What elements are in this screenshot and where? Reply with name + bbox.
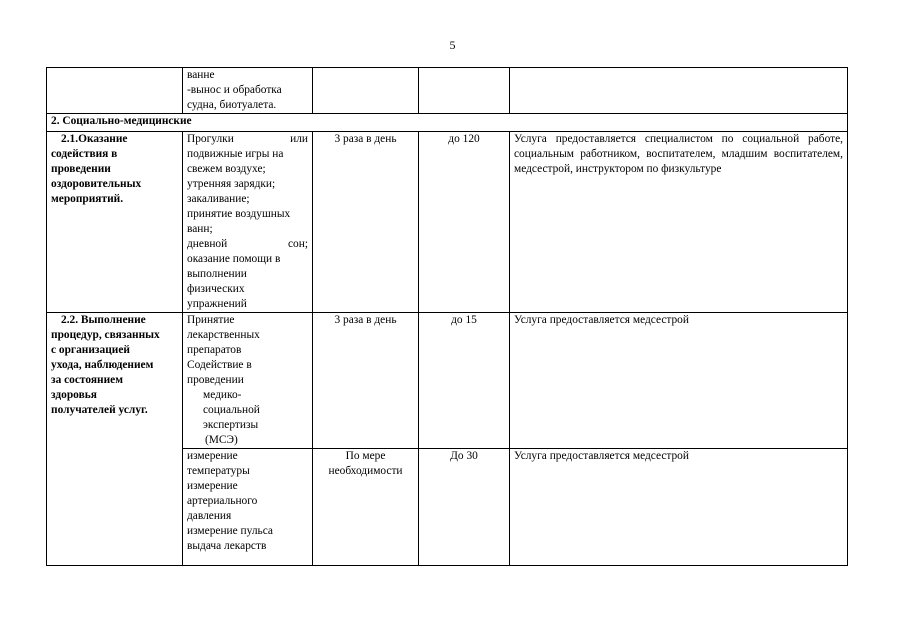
table-cell xyxy=(47,68,183,114)
text-line: проведении xyxy=(51,163,111,175)
volume-cell: до 120 xyxy=(419,132,510,313)
text-line: за состоянием xyxy=(51,374,123,386)
text-word: сон; xyxy=(287,238,308,250)
service-name-cell xyxy=(47,132,183,313)
text-line: температуры xyxy=(187,465,250,477)
provider-cell: Услуга предоставляется медсестрой xyxy=(510,449,848,566)
text-line: утренняя зарядки; xyxy=(187,178,276,190)
text-line: -вынос и обработка xyxy=(187,84,282,96)
text-line: давления xyxy=(187,510,232,522)
text-line xyxy=(187,237,308,252)
text-line: свежем воздухе; xyxy=(187,163,266,175)
text-line xyxy=(187,132,308,147)
text-line: с организацией xyxy=(51,344,130,356)
provider-cell: Услуга предоставляется медсестрой xyxy=(510,313,848,449)
text-line: социальной xyxy=(203,404,260,416)
text-line: экспертизы xyxy=(203,419,259,431)
service-content-cell xyxy=(183,313,313,449)
text-line: ванн; xyxy=(187,223,213,235)
text-line: ванне xyxy=(187,69,215,81)
section-title: 2. Социально-медицинские xyxy=(47,114,848,132)
service-content-cell xyxy=(183,68,313,114)
text-line: лекарственных xyxy=(187,329,260,341)
text-line: мероприятий. xyxy=(51,193,124,205)
text-line: измерение xyxy=(187,450,238,462)
text-line: получателей услуг. xyxy=(51,404,148,416)
text-line: препаратов xyxy=(187,344,242,356)
text-line: необходимости xyxy=(328,465,403,477)
service-content-cell xyxy=(183,132,313,313)
text-line: 2.1.Оказание xyxy=(61,133,128,145)
volume-cell: до 15 xyxy=(419,313,510,449)
page-number: 5 xyxy=(449,38,456,52)
table-row xyxy=(47,68,848,114)
text-line: закаливание; xyxy=(187,193,250,205)
table-cell xyxy=(510,68,848,114)
frequency-cell: 3 раза в день xyxy=(313,132,419,313)
text-line: Содействие в xyxy=(187,359,252,371)
text-word: или xyxy=(290,133,308,145)
text-line: артериального xyxy=(187,495,258,507)
text-line: подвижные игры на xyxy=(187,148,284,160)
text-line: принятие воздушных xyxy=(187,208,291,220)
text-line: Принятие xyxy=(187,314,235,326)
text-line: процедур, связанных xyxy=(51,329,160,341)
section-header-row xyxy=(47,114,848,132)
text-line: медико- xyxy=(203,389,242,401)
text-line: здоровья xyxy=(51,389,97,401)
text-line: измерение xyxy=(187,480,238,492)
table-cell xyxy=(313,68,419,114)
frequency-cell: 3 раза в день xyxy=(313,313,419,449)
text-word: дневной xyxy=(187,238,228,250)
text-line: упражнений xyxy=(187,298,247,310)
text-line: оздоровительных xyxy=(51,178,142,190)
service-content-cell xyxy=(183,449,313,566)
text-line: ухода, наблюдением xyxy=(51,359,154,371)
text-line: проведении xyxy=(187,374,244,386)
text-line: содействия в xyxy=(51,148,118,160)
text-line: оказание помощи в xyxy=(187,253,281,265)
text-line: (МСЭ) xyxy=(205,434,238,446)
service-name-cell xyxy=(47,313,183,566)
text-line: физических xyxy=(187,283,245,295)
text-line: выдача лекарств xyxy=(187,540,267,552)
frequency-cell xyxy=(313,449,419,566)
text-line: судна, биотуалета. xyxy=(187,99,277,111)
provider-cell: Услуга предоставляется специалистом по социальной работе, социальным работником, воспитателем, младшим воспитателем, медсестрой, инструктором по физкультуре xyxy=(510,132,848,313)
volume-cell: До 30 xyxy=(419,449,510,566)
text-line: 2.2. Выполнение xyxy=(61,314,146,326)
services-table xyxy=(46,67,848,566)
text-word: Прогулки xyxy=(187,133,234,145)
text-line: выполнении xyxy=(187,268,247,280)
table-cell xyxy=(419,68,510,114)
text-line: измерение пульса xyxy=(187,525,273,537)
table-row xyxy=(47,132,848,313)
table-row xyxy=(47,313,848,449)
text-line: По мере xyxy=(345,450,386,462)
